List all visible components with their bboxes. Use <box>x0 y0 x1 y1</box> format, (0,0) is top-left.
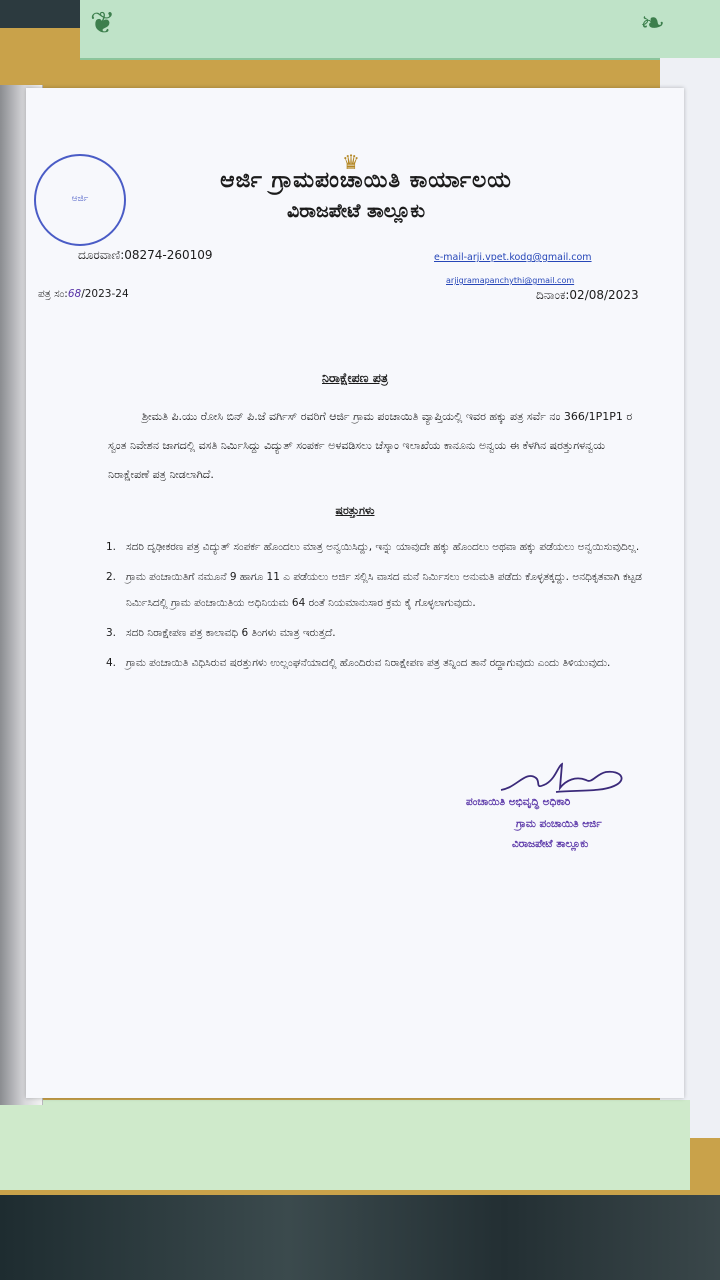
stamp-text: ಆರ್ಜಿ <box>71 194 89 204</box>
email-address: e-mail-arji.vpet.kodg@gmail.com <box>434 252 592 263</box>
phone-number: ದೂರವಾಣಿ:08274-260109 <box>78 248 213 262</box>
office-title: ಆರ್ಜಿ ಗ್ರಾಮಪಂಚಾಯಿತಿ ಕಾರ್ಯಾಲಯ <box>220 168 512 193</box>
green-file-cover-bottom <box>0 1100 690 1190</box>
condition-text: ಸದರಿ ನಿರಾಕ್ಷೇಪಣ ಪತ್ರ ಕಾಲಾವಧಿ 6 ತಿಂಗಳು ಮಾತ್ರ ಇರುತ್ತದೆ. <box>126 627 336 639</box>
conditions-heading: ಷರತ್ತುಗಳು <box>335 504 375 517</box>
list-item <box>106 564 666 616</box>
letter-body <box>108 402 648 489</box>
signatory-office: ಗ್ರಾಮ ಪಂಚಾಯಿತಿ ಆರ್ಜಿ <box>516 818 602 830</box>
letter-sheet <box>26 88 684 1098</box>
list-item <box>106 534 666 560</box>
letter-date: ದಿನಾಂಕ:02/08/2023 <box>536 288 639 302</box>
condition-number: 1. <box>106 541 117 553</box>
signatory-designation: ಪಂಚಾಯಿತಿ ಅಭಿವೃದ್ಧಿ ಅಧಿಕಾರಿ <box>466 796 571 808</box>
letter-heading: ನಿರಾಕ್ಷೇಪಣ ಪತ್ರ <box>321 370 389 385</box>
emblem-icon: ♛ <box>342 150 360 174</box>
conditions-list <box>106 534 666 680</box>
condition-number: 3. <box>106 627 117 639</box>
handwritten-signature <box>496 760 636 800</box>
office-subtitle: ವಿರಾಜಪೇಟೆ ತಾಲ್ಲೂಕು <box>286 200 426 222</box>
list-item <box>106 620 666 646</box>
condition-text: ಗ್ರಾಮ ಪಂಚಾಯಿತಿಗೆ ನಮೂನೆ 9 ಹಾಗೂ 11 ಎ ಪಡೆಯಲು ಅರ್ಜಿ ಸಲ್ಲಿಸಿ ವಾಸದ ಮನೆ ನಿರ್ಮಿಸಲು ಅನುಮತಿ ಪಡೆದು ಕೊಳ್ಳತಕ್ಕದ್ದು. ಅನಧಿಕೃತವಾಗಿ ಕಟ್ಟಡ ನಿರ್ಮಿಸಿದಲ್ಲಿ ಗ್ರಾಮ ಪಂಚಾಯಿತಿಯ ಅಧಿನಿಯಮ 64 ರಂತೆ ನಿಯಮಾನುಸಾರ ಕ್ರಮ ಕೈ ಗೊಳ್ಳಲಾಗುವುದು. <box>126 571 642 609</box>
ref-handwritten: 68 <box>67 288 82 300</box>
condition-number: 2. <box>106 571 117 583</box>
condition-text: ಗ್ರಾಮ ಪಂಚಾಯಿತಿ ವಿಧಿಸಿರುವ ಷರತ್ತುಗಳು ಉಲ್ಲಂಘನೆಯಾದಲ್ಲಿ ಹೊಂದಿರುವ ನಿರಾಕ್ಷೇಪಣ ಪತ್ರ ತನ್ನಿಂದ ತಾನೆ ರದ್ದಾಗುವುದು ಎಂದು ತಿಳಿಯುವುದು. <box>126 657 611 669</box>
ornament-icon: ❦ <box>90 6 116 41</box>
condition-number: 4. <box>106 657 117 669</box>
signatory-taluk: ವಿರಾಜಪೇಟೆ ತಾಲ್ಲೂಕು <box>512 838 589 850</box>
office-stamp <box>34 154 126 246</box>
reference-number <box>38 288 129 301</box>
email-address-secondary: arjigramapanchythi@gmail.com <box>446 276 575 285</box>
condition-text: ಸದರಿ ದೃಢೀಕರಣ ಪತ್ರ ವಿದ್ಯುತ್ ಸಂಪರ್ಕ ಹೊಂದಲು ಮಾತ್ರ ಅನ್ವಯಿಸಿದ್ದು, ಇನ್ನು ಯಾವುದೇ ಹಕ್ಕು ಹೊಂದಲು ಅಥವಾ ಹಕ್ಕು ಪಡೆಯಲು ಅನ್ವಯಿಸುವುದಿಲ್ಲ. <box>126 541 640 553</box>
green-file-cover-top <box>80 0 720 60</box>
signature-block <box>466 760 666 880</box>
ornament-icon: ❧ <box>640 6 666 41</box>
body-paragraph: ಶ್ರೀಮತಿ ಪಿ.ಯು ರೋಸಿ ಬಿನ್ ಪಿ.ಜೆ ವರ್ಗಿಸ್ ರವರಿಗೆ ಆರ್ಜಿ ಗ್ರಾಮ ಪಂಚಾಯಿತಿ ವ್ಯಾಪ್ತಿಯಲ್ಲಿ ಇವರ ಹಕ್ಕು ಪತ್ರ ಸರ್ವೆ ನಂ 366/1P1P1 ರ ಸ್ವಂತ ನಿವೇಶನ ಜಾಗದಲ್ಲಿ ವಸತಿ ನಿರ್ಮಿಸಿದ್ದು ವಿದ್ಯುತ್ ಸಂಪರ್ಕ ಅಳವಡಿಸಲು ಚೆಸ್ಕಾಂ ಇಲಾಖೆಯ ಕಾನೂನು ಅನ್ವಯ ಈ ಕೆಳಗಿನ ಷರತ್ತುಗಳನ್ವಯ ನಿರಾಕ್ಷೇಪಣೆ ಪತ್ರ ನೀಡಲಾಗಿದೆ. <box>108 410 633 481</box>
ref-label: ಪತ್ರ ಸಂ: <box>38 288 68 300</box>
ref-year: /2023-24 <box>81 288 129 300</box>
floor <box>0 1195 720 1280</box>
list-item <box>106 650 666 676</box>
